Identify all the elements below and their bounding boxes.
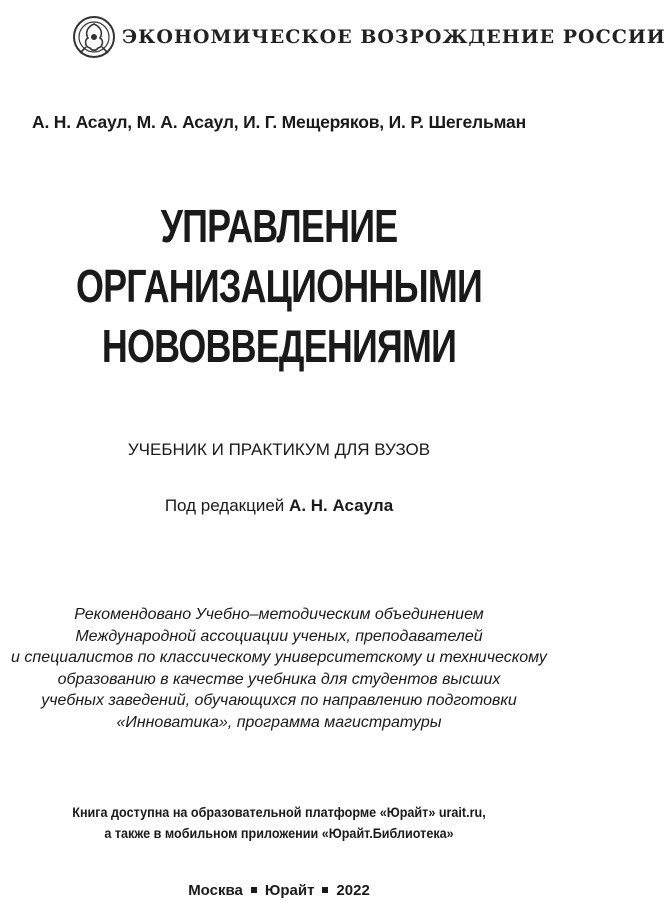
separator-square-icon	[322, 887, 328, 893]
authors: А. Н. Асаул, М. А. Асаул, И. Г. Мещеряков, И. Р. Шегельман	[32, 112, 526, 132]
book-subtitle: УЧЕБНИК И ПРАКТИКУМ ДЛЯ ВУЗОВ	[127, 440, 431, 459]
book-title-line: ОРГАНИЗАЦИОННЫМИ	[76, 260, 482, 312]
imprint-city: Москва	[188, 882, 243, 899]
book-title	[0, 196, 558, 376]
editor-prefix: Под редакцией	[164, 496, 285, 515]
recommendation-line: «Инноватика», программа магистратуры	[116, 713, 442, 731]
recommendation-line: образованию в качестве учебника для студентов высших	[57, 670, 501, 688]
book-title-line: НОВОВВЕДЕНИЯМИ	[101, 320, 457, 372]
imprint	[0, 882, 558, 899]
editor-line	[0, 496, 558, 516]
series-header	[72, 12, 666, 62]
book-title-line: УПРАВЛЕНИЕ	[160, 200, 398, 252]
availability-line: а также в мобильном приложении «Юрайт.Библиотека»	[104, 825, 454, 841]
recommendation-line: учебных заведений, обучающихся по направлению подготовки	[41, 692, 517, 709]
recommendation-text	[0, 604, 558, 733]
series-emblem-icon	[72, 15, 116, 59]
separator-square-icon	[251, 887, 257, 893]
availability-line: Книга доступна на образовательной платформе «Юрайт» urait.ru,	[72, 804, 486, 820]
recommendation-line: и специалистов по классическому университетскому и техническому	[11, 649, 547, 666]
recommendation-line: Международной ассоциации ученых, преподавателей	[75, 627, 483, 645]
series-title: ЭКОНОМИЧЕСКОЕ ВОЗРОЖДЕНИЕ РОССИИ	[122, 26, 666, 48]
availability-note	[0, 802, 558, 844]
imprint-year: 2022	[336, 882, 370, 899]
editor-name: А. Н. Асаула	[289, 496, 394, 515]
imprint-publisher: Юрайт	[264, 882, 315, 899]
recommendation-line: Рекомендовано Учебно–методическим объединением	[74, 606, 484, 623]
